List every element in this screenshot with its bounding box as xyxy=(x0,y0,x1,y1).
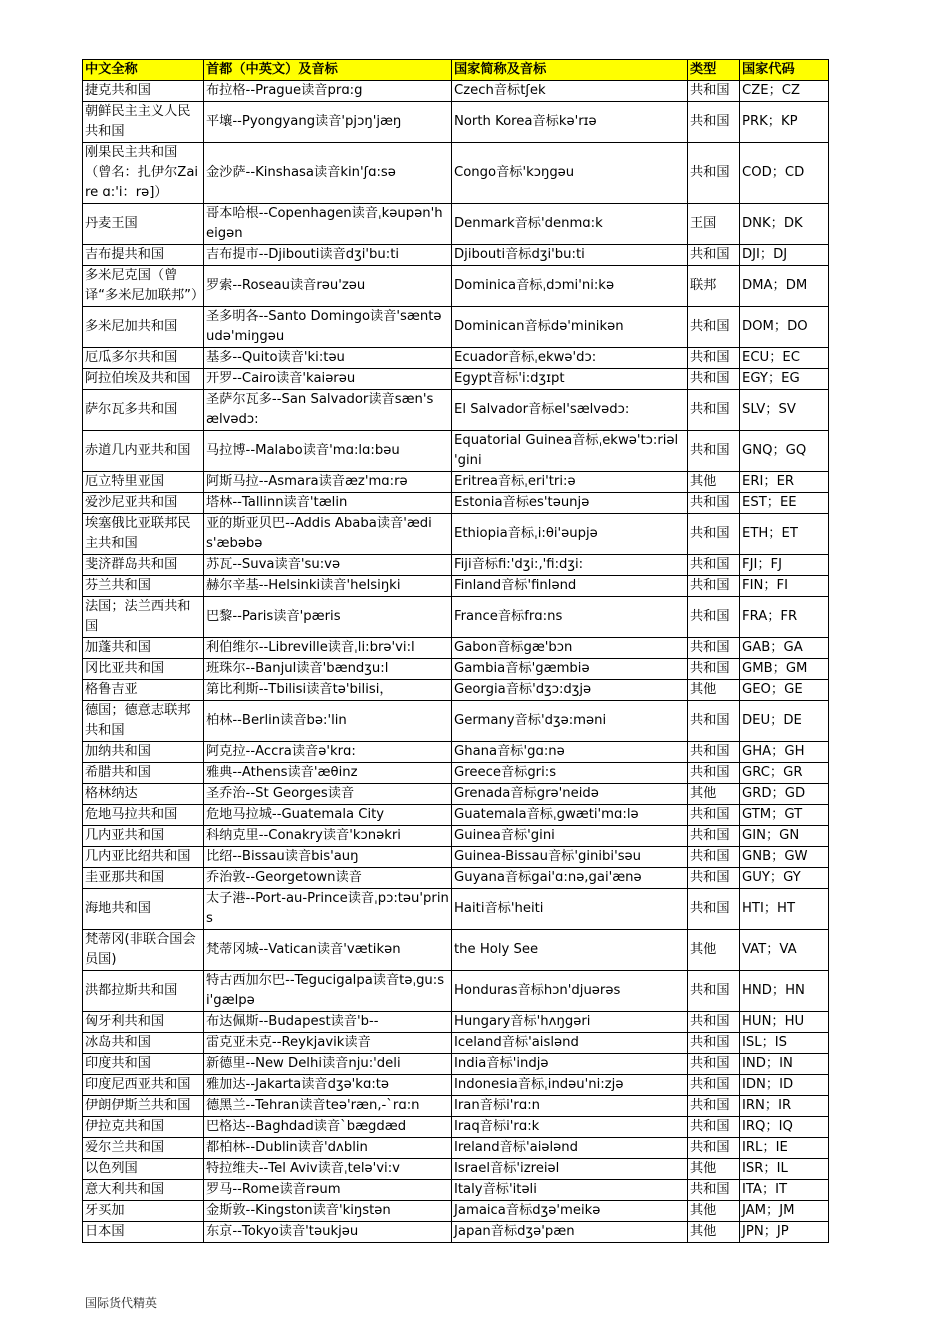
cell-type: 共和国 xyxy=(688,514,740,555)
cell-short-name: Equatorial Guinea音标ˌekwə'tɔ:riəl 'gini xyxy=(452,431,688,472)
cell-short-name: France音标frɑ:ns xyxy=(452,597,688,638)
cell-country-code: GRD；GD xyxy=(740,784,829,805)
cell-country-code: VAT；VA xyxy=(740,930,829,971)
cell-type: 联邦 xyxy=(688,266,740,307)
cell-short-name: Djibouti音标dʒi'bu:ti xyxy=(452,245,688,266)
table-row xyxy=(83,889,829,930)
cell-type: 共和国 xyxy=(688,659,740,680)
cell-chinese-name: 爱沙尼亚共和国 xyxy=(83,493,204,514)
cell-chinese-name: 日本国 xyxy=(83,1222,204,1243)
cell-type: 共和国 xyxy=(688,307,740,348)
cell-short-name: Denmark音标'denmɑ:k xyxy=(452,204,688,245)
cell-chinese-name: 意大利共和国 xyxy=(83,1180,204,1201)
header-type: 类型 xyxy=(688,60,740,81)
table-row xyxy=(83,971,829,1012)
table-row xyxy=(83,847,829,868)
cell-country-code: COD；CD xyxy=(740,143,829,204)
cell-chinese-name: 伊拉克共和国 xyxy=(83,1117,204,1138)
cell-capital: 特拉维夫--Tel Aviv读音ˌtelə'vi:v xyxy=(204,1159,452,1180)
cell-country-code: ETH；ET xyxy=(740,514,829,555)
table-row xyxy=(83,576,829,597)
cell-short-name: Eritrea音标ˌeri'tri:ə xyxy=(452,472,688,493)
cell-type: 王国 xyxy=(688,204,740,245)
cell-capital: 阿克拉--Accra读音ə'krɑ: xyxy=(204,742,452,763)
table-row xyxy=(83,763,829,784)
table-row xyxy=(83,555,829,576)
cell-capital: 比绍--Bissau读音bis'auŋ xyxy=(204,847,452,868)
country-table xyxy=(82,59,829,1243)
cell-capital: 马拉博--Malabo读音'mɑ:lɑ:bəu xyxy=(204,431,452,472)
cell-chinese-name: 格鲁吉亚 xyxy=(83,680,204,701)
cell-chinese-name: 德国；德意志联邦共和国 xyxy=(83,701,204,742)
table-row xyxy=(83,659,829,680)
cell-country-code: JAM；JM xyxy=(740,1201,829,1222)
cell-short-name: Iraq音标i'rɑ:k xyxy=(452,1117,688,1138)
cell-short-name: India音标'indjə xyxy=(452,1054,688,1075)
table-row xyxy=(83,102,829,143)
table-row xyxy=(83,784,829,805)
cell-short-name: Dominica音标ˌdɔmi'ni:kə xyxy=(452,266,688,307)
cell-chinese-name: 几内亚比绍共和国 xyxy=(83,847,204,868)
cell-chinese-name: 希腊共和国 xyxy=(83,763,204,784)
cell-chinese-name: 丹麦王国 xyxy=(83,204,204,245)
cell-chinese-name: 厄瓜多尔共和国 xyxy=(83,348,204,369)
cell-type: 共和国 xyxy=(688,1138,740,1159)
cell-country-code: CZE；CZ xyxy=(740,81,829,102)
cell-country-code: EST；EE xyxy=(740,493,829,514)
cell-chinese-name: 爱尔兰共和国 xyxy=(83,1138,204,1159)
table-row xyxy=(83,742,829,763)
cell-type: 共和国 xyxy=(688,493,740,514)
cell-capital: 柏林--Berlin读音bə:'lin xyxy=(204,701,452,742)
cell-country-code: ISL；IS xyxy=(740,1033,829,1054)
cell-short-name: Iran音标i'rɑ:n xyxy=(452,1096,688,1117)
cell-chinese-name: 加纳共和国 xyxy=(83,742,204,763)
table-row xyxy=(83,204,829,245)
cell-short-name: Ghana音标'gɑ:nə xyxy=(452,742,688,763)
cell-type: 共和国 xyxy=(688,1096,740,1117)
table-row xyxy=(83,431,829,472)
cell-short-name: Italy音标'itəli xyxy=(452,1180,688,1201)
cell-capital: 太子港--Port-au-Prince读音ˌpɔ:təu'prins xyxy=(204,889,452,930)
cell-chinese-name: 斐济群岛共和国 xyxy=(83,555,204,576)
table-row xyxy=(83,307,829,348)
cell-type: 共和国 xyxy=(688,1180,740,1201)
cell-short-name: Finland音标'finlənd xyxy=(452,576,688,597)
cell-short-name: Egypt音标'i:dʒɪpt xyxy=(452,369,688,390)
cell-short-name: Dominican音标də'minikən xyxy=(452,307,688,348)
cell-chinese-name: 匈牙利共和国 xyxy=(83,1012,204,1033)
cell-capital: 塔林--Tallinn读音'tælin xyxy=(204,493,452,514)
cell-capital: 科纳克里--Conakry读音'kɔnəkri xyxy=(204,826,452,847)
cell-chinese-name: 赤道几内亚共和国 xyxy=(83,431,204,472)
cell-type: 共和国 xyxy=(688,597,740,638)
cell-capital: 平壤--Pyongyang读音'pjɔŋ'jæŋ xyxy=(204,102,452,143)
table-row xyxy=(83,493,829,514)
cell-capital: 第比利斯--Tbilisi读音tə'bilisi， xyxy=(204,680,452,701)
table-row xyxy=(83,143,829,204)
cell-chinese-name: 印度尼西亚共和国 xyxy=(83,1075,204,1096)
table-row xyxy=(83,1096,829,1117)
table-row xyxy=(83,266,829,307)
table-row xyxy=(83,930,829,971)
cell-type: 共和国 xyxy=(688,742,740,763)
cell-capital: 圣乔治--St Georges读音 xyxy=(204,784,452,805)
cell-capital: 雅加达--Jakarta读音dʒə'kɑ:tə xyxy=(204,1075,452,1096)
header-chinese-name: 中文全称 xyxy=(83,60,204,81)
cell-country-code: GRC；GR xyxy=(740,763,829,784)
cell-capital: 圣多明各--Santo Domingo读音'sæntəudə'miŋgəu xyxy=(204,307,452,348)
cell-type: 共和国 xyxy=(688,431,740,472)
cell-type: 共和国 xyxy=(688,555,740,576)
table-row xyxy=(83,1054,829,1075)
cell-short-name: Greece音标gri:s xyxy=(452,763,688,784)
table-row xyxy=(83,348,829,369)
cell-type: 共和国 xyxy=(688,348,740,369)
cell-country-code: GUY；GY xyxy=(740,868,829,889)
table-row xyxy=(83,1012,829,1033)
cell-country-code: DOM；DO xyxy=(740,307,829,348)
table-row xyxy=(83,514,829,555)
table-row xyxy=(83,826,829,847)
cell-chinese-name: 多米尼加共和国 xyxy=(83,307,204,348)
table-row xyxy=(83,1033,829,1054)
cell-capital: 哥本哈根--Copenhagen读音ˌkəupən'heigən xyxy=(204,204,452,245)
table-row xyxy=(83,1159,829,1180)
header-row xyxy=(83,60,829,81)
cell-country-code: FRA；FR xyxy=(740,597,829,638)
cell-type: 共和国 xyxy=(688,1117,740,1138)
cell-short-name: Grenada音标grə'neidə xyxy=(452,784,688,805)
cell-capital: 梵蒂冈城--Vatican读音'vætikən xyxy=(204,930,452,971)
cell-capital: 巴黎--Paris读音'pæris xyxy=(204,597,452,638)
table-body xyxy=(83,81,829,1243)
table-row xyxy=(83,369,829,390)
cell-country-code: IRQ；IQ xyxy=(740,1117,829,1138)
cell-chinese-name: 几内亚共和国 xyxy=(83,826,204,847)
cell-short-name: Israel音标'izreiəl xyxy=(452,1159,688,1180)
cell-capital: 都柏林--Dublin读音'dʌblin xyxy=(204,1138,452,1159)
cell-type: 共和国 xyxy=(688,889,740,930)
cell-type: 共和国 xyxy=(688,1012,740,1033)
cell-short-name: Georgia音标'dʒɔ:dʒjə xyxy=(452,680,688,701)
cell-type: 共和国 xyxy=(688,102,740,143)
cell-country-code: ERI；ER xyxy=(740,472,829,493)
cell-short-name: Japan音标dʒə'pæn xyxy=(452,1222,688,1243)
cell-short-name: Indonesia音标ˌindəu'ni:zjə xyxy=(452,1075,688,1096)
cell-capital: 赫尔辛基--Helsinki读音'helsiŋki xyxy=(204,576,452,597)
cell-country-code: GMB；GM xyxy=(740,659,829,680)
cell-short-name: Honduras音标hɔn'djuərəs xyxy=(452,971,688,1012)
table-row xyxy=(83,1180,829,1201)
cell-chinese-name: 梵蒂冈(非联合国会员国) xyxy=(83,930,204,971)
table-row xyxy=(83,638,829,659)
table-row xyxy=(83,597,829,638)
cell-type: 共和国 xyxy=(688,701,740,742)
cell-chinese-name: 以色列国 xyxy=(83,1159,204,1180)
cell-short-name: Germany音标'dʒə:məni xyxy=(452,701,688,742)
footer-text: 国际货代精英 xyxy=(85,1296,158,1310)
cell-short-name: Ecuador音标ˌekwə'dɔ: xyxy=(452,348,688,369)
table-row xyxy=(83,390,829,431)
cell-capital: 东京--Tokyo读音'təukjəu xyxy=(204,1222,452,1243)
cell-type: 共和国 xyxy=(688,638,740,659)
cell-short-name: Congo音标'kɔŋgəu xyxy=(452,143,688,204)
cell-chinese-name: 格林纳达 xyxy=(83,784,204,805)
cell-capital: 雅典--Athens读音'æθinz xyxy=(204,763,452,784)
cell-capital: 苏瓦--Suva读音'su:və xyxy=(204,555,452,576)
cell-capital: 罗马--Rome读音rəum xyxy=(204,1180,452,1201)
table-row xyxy=(83,805,829,826)
table-row xyxy=(83,701,829,742)
cell-chinese-name: 海地共和国 xyxy=(83,889,204,930)
cell-capital: 阿斯马拉--Asmara读音æz'mɑ:rə xyxy=(204,472,452,493)
cell-chinese-name: 冈比亚共和国 xyxy=(83,659,204,680)
table-row xyxy=(83,245,829,266)
cell-capital: 利伯维尔--Libreville读音ˌli:brə'vi:l xyxy=(204,638,452,659)
table-row xyxy=(83,868,829,889)
cell-capital: 吉布提市--Djibouti读音dʒi'bu:ti xyxy=(204,245,452,266)
cell-country-code: GEO；GE xyxy=(740,680,829,701)
cell-short-name: the Holy See xyxy=(452,930,688,971)
cell-chinese-name: 冰岛共和国 xyxy=(83,1033,204,1054)
cell-capital: 亚的斯亚贝巴--Addis Ababa读音'ædis'æbəbə xyxy=(204,514,452,555)
cell-chinese-name: 阿拉伯埃及共和国 xyxy=(83,369,204,390)
cell-country-code: DEU；DE xyxy=(740,701,829,742)
cell-short-name: Hungary音标'hʌŋgəri xyxy=(452,1012,688,1033)
cell-short-name: Estonia音标es'təunjə xyxy=(452,493,688,514)
cell-country-code: IRN；IR xyxy=(740,1096,829,1117)
table-row xyxy=(83,472,829,493)
cell-chinese-name: 厄立特里亚国 xyxy=(83,472,204,493)
cell-country-code: GTM；GT xyxy=(740,805,829,826)
cell-short-name: Gambia音标'gæmbiə xyxy=(452,659,688,680)
cell-country-code: GNB；GW xyxy=(740,847,829,868)
cell-short-name: Gabon音标gæ'bɔn xyxy=(452,638,688,659)
cell-type: 共和国 xyxy=(688,971,740,1012)
cell-country-code: JPN；JP xyxy=(740,1222,829,1243)
header-country-code: 国家代码 xyxy=(740,60,829,81)
cell-country-code: EGY；EG xyxy=(740,369,829,390)
cell-chinese-name: 芬兰共和国 xyxy=(83,576,204,597)
cell-capital: 乔治敦--Georgetown读音 xyxy=(204,868,452,889)
cell-country-code: IRL；IE xyxy=(740,1138,829,1159)
cell-chinese-name: 伊朗伊斯兰共和国 xyxy=(83,1096,204,1117)
cell-type: 共和国 xyxy=(688,1033,740,1054)
cell-country-code: DNK；DK xyxy=(740,204,829,245)
cell-type: 共和国 xyxy=(688,390,740,431)
cell-chinese-name: 多米尼克国（曾译“多米尼加联邦”） xyxy=(83,266,204,307)
cell-country-code: GHA；GH xyxy=(740,742,829,763)
cell-capital: 德黑兰--Tehran读音teə'ræn,-`rɑ:n xyxy=(204,1096,452,1117)
cell-capital: 特古西加尔巴--Tegucigalpa读音təˌgu:si'gælpə xyxy=(204,971,452,1012)
cell-chinese-name: 洪都拉斯共和国 xyxy=(83,971,204,1012)
cell-country-code: ECU；EC xyxy=(740,348,829,369)
cell-chinese-name: 加蓬共和国 xyxy=(83,638,204,659)
header-capital: 首都（中英文）及音标 xyxy=(204,60,452,81)
cell-chinese-name: 吉布提共和国 xyxy=(83,245,204,266)
cell-type: 其他 xyxy=(688,784,740,805)
cell-short-name: Czech音标tʃek xyxy=(452,81,688,102)
cell-capital: 新德里--New Delhi读音nju:'deli xyxy=(204,1054,452,1075)
table-row xyxy=(83,1201,829,1222)
cell-capital: 班珠尔--Banjul读音'bændʒu:l xyxy=(204,659,452,680)
cell-country-code: GAB；GA xyxy=(740,638,829,659)
table-row xyxy=(83,1222,829,1243)
table-row xyxy=(83,680,829,701)
table-row xyxy=(83,1117,829,1138)
cell-short-name: El Salvador音标el'sælvədɔ: xyxy=(452,390,688,431)
cell-short-name: Jamaica音标dʒə'meikə xyxy=(452,1201,688,1222)
cell-chinese-name: 捷克共和国 xyxy=(83,81,204,102)
cell-country-code: HUN；HU xyxy=(740,1012,829,1033)
cell-short-name: Ethiopia音标ˌi:θi'əupjə xyxy=(452,514,688,555)
cell-chinese-name: 危地马拉共和国 xyxy=(83,805,204,826)
cell-capital: 金斯敦--Kingston读音'kiŋstən xyxy=(204,1201,452,1222)
cell-country-code: DJI；DJ xyxy=(740,245,829,266)
cell-type: 其他 xyxy=(688,1222,740,1243)
cell-capital: 基多--Quito读音'ki:təu xyxy=(204,348,452,369)
cell-chinese-name: 埃塞俄比亚联邦民主共和国 xyxy=(83,514,204,555)
cell-type: 共和国 xyxy=(688,369,740,390)
cell-chinese-name: 牙买加 xyxy=(83,1201,204,1222)
cell-type: 共和国 xyxy=(688,143,740,204)
cell-type: 共和国 xyxy=(688,763,740,784)
cell-type: 其他 xyxy=(688,1201,740,1222)
cell-short-name: Iceland音标'aislənd xyxy=(452,1033,688,1054)
cell-country-code: GIN；GN xyxy=(740,826,829,847)
cell-short-name: Haiti音标'heiti xyxy=(452,889,688,930)
cell-type: 其他 xyxy=(688,1159,740,1180)
cell-type: 共和国 xyxy=(688,576,740,597)
cell-short-name: Ireland音标'aiələnd xyxy=(452,1138,688,1159)
cell-short-name: North Korea音标kə'rɪə xyxy=(452,102,688,143)
cell-type: 共和国 xyxy=(688,847,740,868)
cell-type: 共和国 xyxy=(688,1075,740,1096)
cell-short-name: Fiji音标fi:'dʒi:,'fi:dʒi: xyxy=(452,555,688,576)
cell-type: 共和国 xyxy=(688,245,740,266)
cell-type: 共和国 xyxy=(688,868,740,889)
cell-short-name: Guinea音标'gini xyxy=(452,826,688,847)
cell-type: 共和国 xyxy=(688,826,740,847)
cell-capital: 罗索--Roseau读音rəu'zəu xyxy=(204,266,452,307)
cell-country-code: HTI；HT xyxy=(740,889,829,930)
cell-country-code: SLV；SV xyxy=(740,390,829,431)
header-short-name: 国家简称及音标 xyxy=(452,60,688,81)
cell-chinese-name: 朝鲜民主主义人民共和国 xyxy=(83,102,204,143)
table-row xyxy=(83,1075,829,1096)
cell-country-code: IND；IN xyxy=(740,1054,829,1075)
table-row xyxy=(83,1138,829,1159)
cell-short-name: Guatemala音标ˌgwæti'mɑ:lə xyxy=(452,805,688,826)
cell-chinese-name: 圭亚那共和国 xyxy=(83,868,204,889)
cell-country-code: FIN；FI xyxy=(740,576,829,597)
cell-short-name: Guinea-Bissau音标'ginibi'səu xyxy=(452,847,688,868)
cell-chinese-name: 萨尔瓦多共和国 xyxy=(83,390,204,431)
cell-short-name: Guyana音标gai'ɑ:nə,gai'ænə xyxy=(452,868,688,889)
country-table-sheet xyxy=(82,59,828,1243)
cell-capital: 圣萨尔瓦多--San Salvador读音sæn's ælvədɔ: xyxy=(204,390,452,431)
cell-country-code: ISR；IL xyxy=(740,1159,829,1180)
cell-capital: 布达佩斯--Budapest读音'b-- xyxy=(204,1012,452,1033)
cell-country-code: PRK；KP xyxy=(740,102,829,143)
cell-chinese-name: 印度共和国 xyxy=(83,1054,204,1075)
cell-country-code: FJI；FJ xyxy=(740,555,829,576)
cell-type: 其他 xyxy=(688,930,740,971)
cell-capital: 雷克亚未克--Reykjavik读音 xyxy=(204,1033,452,1054)
cell-type: 其他 xyxy=(688,472,740,493)
cell-type: 其他 xyxy=(688,680,740,701)
cell-country-code: GNQ；GQ xyxy=(740,431,829,472)
cell-chinese-name: 法国；法兰西共和国 xyxy=(83,597,204,638)
cell-country-code: HND；HN xyxy=(740,971,829,1012)
cell-capital: 开罗--Cairo读音'kaiərəu xyxy=(204,369,452,390)
cell-capital: 危地马拉城--Guatemala City xyxy=(204,805,452,826)
cell-capital: 金沙萨--Kinshasa读音kin'ʃɑ:sə xyxy=(204,143,452,204)
cell-country-code: ITA；IT xyxy=(740,1180,829,1201)
cell-capital: 布拉格--Prague读音prɑ:g xyxy=(204,81,452,102)
cell-type: 共和国 xyxy=(688,81,740,102)
table-row xyxy=(83,81,829,102)
cell-country-code: IDN；ID xyxy=(740,1075,829,1096)
cell-capital: 巴格达--Baghdad读音`bægdæd xyxy=(204,1117,452,1138)
cell-country-code: DMA；DM xyxy=(740,266,829,307)
cell-type: 共和国 xyxy=(688,805,740,826)
cell-type: 共和国 xyxy=(688,1054,740,1075)
cell-chinese-name: 刚果民主共和国（曾名：扎伊尔Zaire ɑ:'i：rə]） xyxy=(83,143,204,204)
